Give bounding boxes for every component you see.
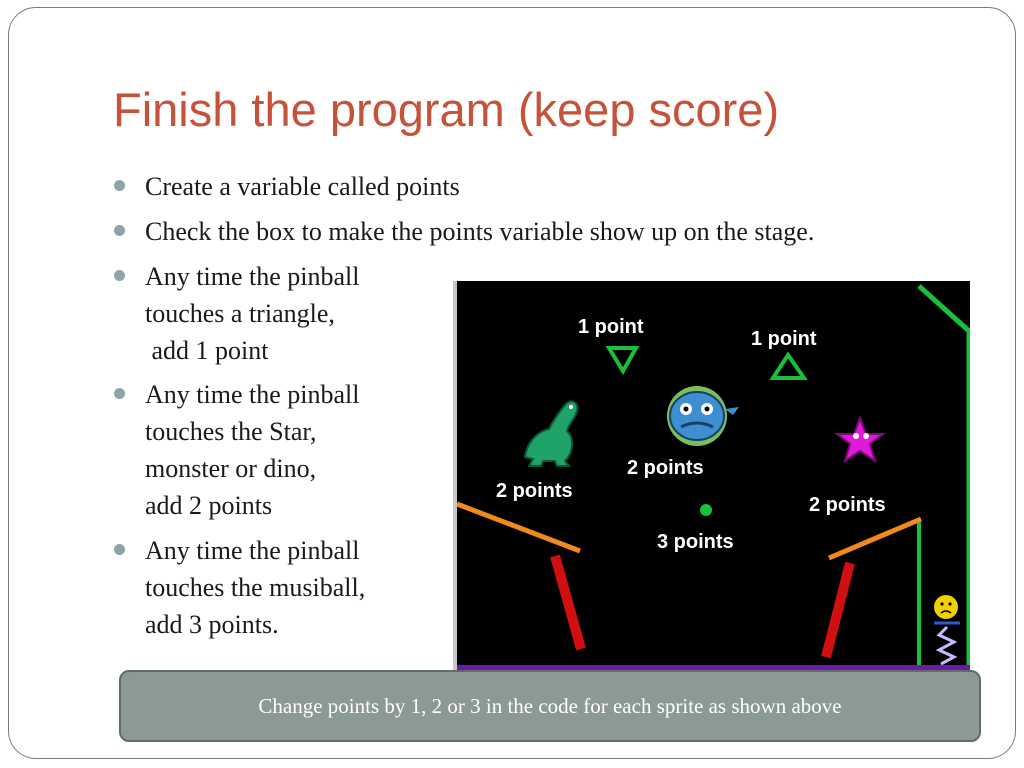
bullet-line: touches the musiball, <box>145 573 366 602</box>
bullet-line: add 1 point <box>145 336 269 365</box>
right-flipper <box>829 519 921 558</box>
launcher-icon <box>934 595 960 664</box>
bullet-line: Check the box to make the points variable show up on the stage. <box>145 217 815 246</box>
right-paddle <box>826 563 850 657</box>
bullet-line: Create a variable called points <box>145 172 460 201</box>
bullet-dot-icon <box>114 225 125 236</box>
bullet-dot-icon <box>114 270 125 281</box>
caption-box <box>119 670 981 742</box>
stage-canvas <box>457 281 970 677</box>
bullet-dot-icon <box>114 180 125 191</box>
triangle-right-icon <box>773 355 804 378</box>
bullet-dot-icon <box>114 388 125 399</box>
bullet-line: touches the Star, <box>145 417 317 446</box>
bullet-line: Any time the pinball <box>145 536 360 565</box>
left-paddle <box>555 556 581 649</box>
bullet-line: Any time the pinball <box>145 262 360 291</box>
monster-icon <box>667 386 739 446</box>
pinball-stage <box>453 281 970 677</box>
bullet-line: add 3 points. <box>145 610 279 639</box>
triangle-right-label: 1 point <box>751 328 817 350</box>
bullet-line: add 2 points <box>145 491 273 520</box>
slide-title: Finish the program (keep score) <box>113 83 780 136</box>
bullet-dot-icon <box>114 544 125 555</box>
monster-label: 2 points <box>627 457 704 479</box>
bullet-line: Any time the pinball <box>145 380 360 409</box>
dino-icon <box>525 401 577 466</box>
star-label: 2 points <box>809 494 886 516</box>
musiball-icon <box>700 504 712 516</box>
left-flipper <box>457 504 580 551</box>
musiball-label: 3 points <box>657 531 734 553</box>
triangle-left-icon <box>609 348 636 371</box>
caption-text: Change points by 1, 2 or 3 in the code for each sprite as shown above <box>258 694 842 718</box>
bullet-line: monster or dino, <box>145 454 317 483</box>
bullet-line: touches a triangle, <box>145 299 335 328</box>
star-icon <box>837 418 883 461</box>
dino-label: 2 points <box>496 480 573 502</box>
triangle-left-label: 1 point <box>578 316 644 338</box>
